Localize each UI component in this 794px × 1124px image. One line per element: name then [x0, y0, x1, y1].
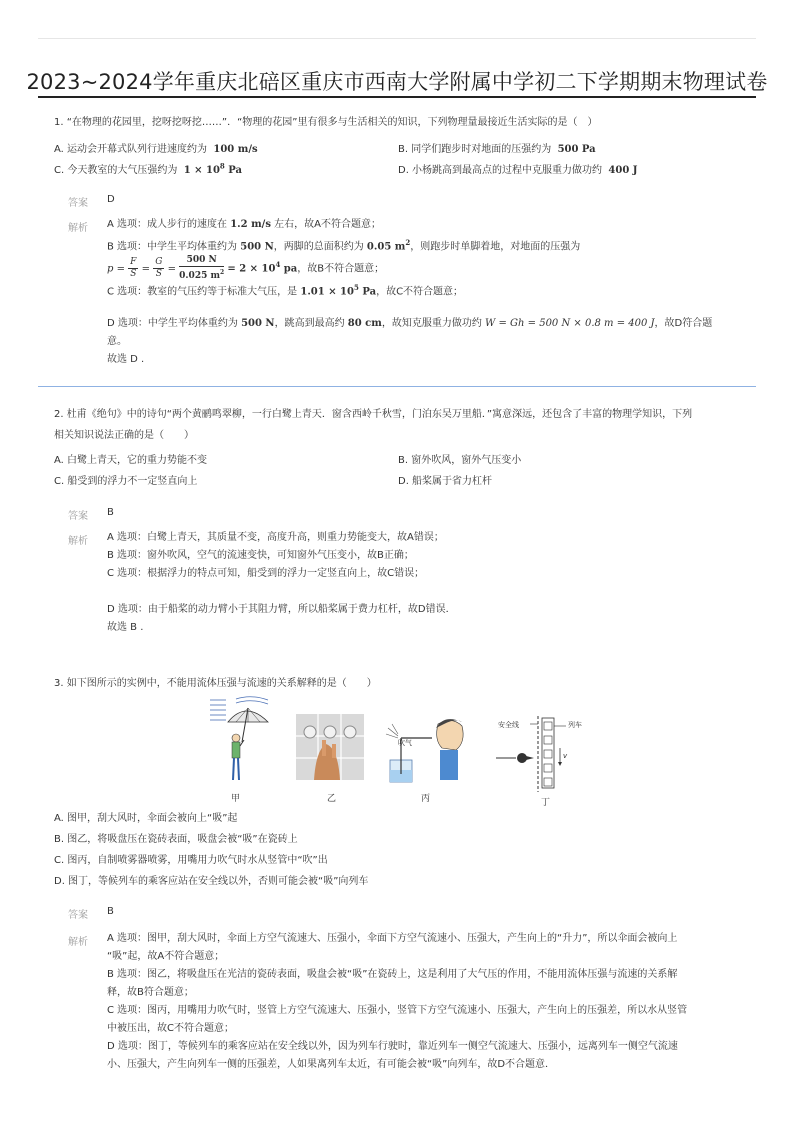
q3-answer-label: 答案	[68, 910, 88, 921]
figure-yi-suction-cup	[296, 714, 364, 780]
q3-stem: 3. 如下图所示的实例中，不能用流体压强与流速的关系解释的是（ ）	[54, 678, 377, 689]
figure-ding-label: 丁	[541, 798, 551, 808]
figure-ding-train-label: 列车	[568, 721, 582, 729]
q2-option-c: C. 船受到的浮力不一定竖直向上	[54, 476, 198, 487]
q1-analysis-line-c: C 选项：教室的气压约等于标准大气压，是 $1.01 \times 10^5$ Pa，故C不符合题意；	[107, 283, 464, 298]
q1-analysis-line-b: B 选项：中学生平均体重约为 500 N，两脚的总面积约为 0.05 $m^2$，则跑步时单脚着地，对地面的压强为	[107, 238, 581, 253]
q2-option-b: B. 窗外吹风，窗外气压变小	[398, 455, 522, 466]
q2-analysis-line-d: D 选项：由于船桨的动力臂小于其阻力臂，所以船桨属于费力杠杆，故D错误．	[107, 604, 456, 615]
q1-analysis-formula: p = $\frac{F}{S}$ = $\frac{G}{S}$ = $\frac{500 N}{0.025 m^2}$ = $2 \times 10^4$ pa，故B不符合题意；	[107, 254, 385, 281]
q3-option-a: A. 图甲，刮大风时，伞面会被向上“吸”起	[54, 813, 238, 824]
q3-option-b: B. 图乙，将吸盘压在瓷砖表面，吸盘会被“吸”在瓷砖上	[54, 834, 298, 845]
q3-answer-value: B	[107, 906, 114, 917]
q2-conclusion: 故选 B .	[107, 622, 144, 633]
q2-answer-value: B	[107, 507, 114, 518]
q1-analysis-line-a: A 选项：成人步行的速度在 1.2 m/s 左右，故A不符合题意；	[107, 219, 381, 230]
q3-option-c: C. 图丙，自制喷雾器喷雾，用嘴用力吹气时水从竖管中“吹”出	[54, 855, 328, 866]
figure-ding-safety-line-label: 安全线	[498, 721, 519, 729]
q2-option-d: D. 船桨属于省力杠杆	[398, 476, 493, 487]
figure-yi-label: 乙	[327, 794, 337, 804]
q2-stem-line1: 2. 杜甫《绝句》中的诗句“两个黄鹂鸣翠柳，一行白鹭上青天．窗含西岭千秋雪，门泊东吴万里船．”寓意深远，还包含了丰富的物理学知识，下列	[54, 409, 693, 420]
q1-analysis-line-d-cont: 意。	[107, 336, 127, 347]
q3-analysis-line-8: 小、压强大，产生向列车一侧的压强差，人如果离列车太近，有可能会被“吸”向列车，故D不合题意．	[107, 1059, 556, 1070]
page-title: 2023~2024学年重庆北碚区重庆市西南大学附属中学初二下学期期末物理试卷	[26, 70, 768, 94]
q1-answer-value: D	[107, 194, 115, 205]
q3-option-d: D. 图丁，等候列车的乘客应站在安全线以外，否则可能会被“吸”向列车	[54, 876, 369, 887]
figure-ding-velocity-label: v	[563, 752, 568, 760]
q2-analysis-line-a: A 选项：白鹭上青天，其质量不变，高度升高，则重力势能变大，故A错误；	[107, 532, 444, 543]
q1-option-a: A. 运动会开幕式队列行进速度约为 100 m/s	[54, 144, 258, 155]
top-divider	[38, 38, 756, 39]
q1-conclusion: 故选 D .	[107, 354, 145, 365]
q1-analysis-label: 解析	[68, 223, 88, 234]
q3-analysis-line-1: A 选项：图甲，刮大风时，伞面上方空气流速大、压强小，伞面下方空气流速小、压强大，产生向上的“升力”，所以伞面会被向上	[107, 933, 678, 944]
q1-stem: 1. “在物理的花园里，挖呀挖呀挖……”．“物理的花园”里有很多与生活相关的知识，下列物理量最接近生活实际的是（ ）	[54, 117, 598, 128]
q2-analysis-label: 解析	[68, 536, 88, 547]
figure-jia-label: 甲	[231, 794, 241, 804]
q3-analysis-line-3: B 选项：图乙，将吸盘压在光洁的瓷砖表面，吸盘会被“吸”在瓷砖上，这是利用了大气压的作用，不能用流体压强与流速的关系解	[107, 969, 678, 980]
question-separator	[38, 386, 756, 387]
q2-analysis-line-c: C 选项：根据浮力的特点可知，船受到的浮力一定竖直向上，故C错误；	[107, 568, 425, 579]
q1-option-c: C. 今天教室的大气压强约为 $1 \times 10^8$ Pa	[54, 161, 243, 176]
q1-analysis-line-d: D 选项：中学生平均体重约为 500 N，跳高到最高约 80 cm，故知克服重力做功约 W = Gh = 500 N × 0.8 m = 400 J，故D符合题	[107, 318, 713, 329]
q3-analysis-line-2: “吸”起，故A不符合题意；	[107, 951, 225, 962]
q3-analysis-line-7: D 选项：图丁，等候列车的乘客应站在安全线以外，因为列车行驶时，靠近列车一侧空气流速大、压强小，远离列车一侧空气流速	[107, 1041, 678, 1052]
figure-bing-blow-label: 吹气	[398, 739, 412, 747]
q2-stem-line2: 相关知识说法正确的是（ ）	[54, 430, 194, 441]
figure-bing-label: 丙	[421, 794, 431, 804]
q1-option-d: D. 小杨跳高到最高点的过程中克服重力做功约 400 J	[398, 165, 638, 176]
q2-answer-label: 答案	[68, 511, 88, 522]
q3-analysis-line-6: 中被压出，故C不符合题意；	[107, 1023, 234, 1034]
q3-analysis-line-5: C 选项：图丙，用嘴用力吹气时，竖管上方空气流速大、压强小，竖管下方空气流速小、压强大，产生向上的压强差，所以水从竖管	[107, 1005, 688, 1016]
q1-option-b: B. 同学们跑步时对地面的压强约为 500 Pa	[398, 144, 596, 155]
q1-answer-label: 答案	[68, 198, 88, 209]
q2-analysis-line-b: B 选项：窗外吹风，空气的流速变快，可知窗外气压变小，故B正确；	[107, 550, 414, 561]
q3-analysis-label: 解析	[68, 937, 88, 948]
q3-analysis-line-4: 释，故B符合题意；	[107, 987, 194, 998]
title-rule	[38, 96, 756, 98]
figure-bing-sprayer	[382, 714, 468, 788]
q2-option-a: A. 白鹭上青天，它的重力势能不变	[54, 455, 208, 466]
figure-jia-umbrella	[206, 694, 278, 786]
